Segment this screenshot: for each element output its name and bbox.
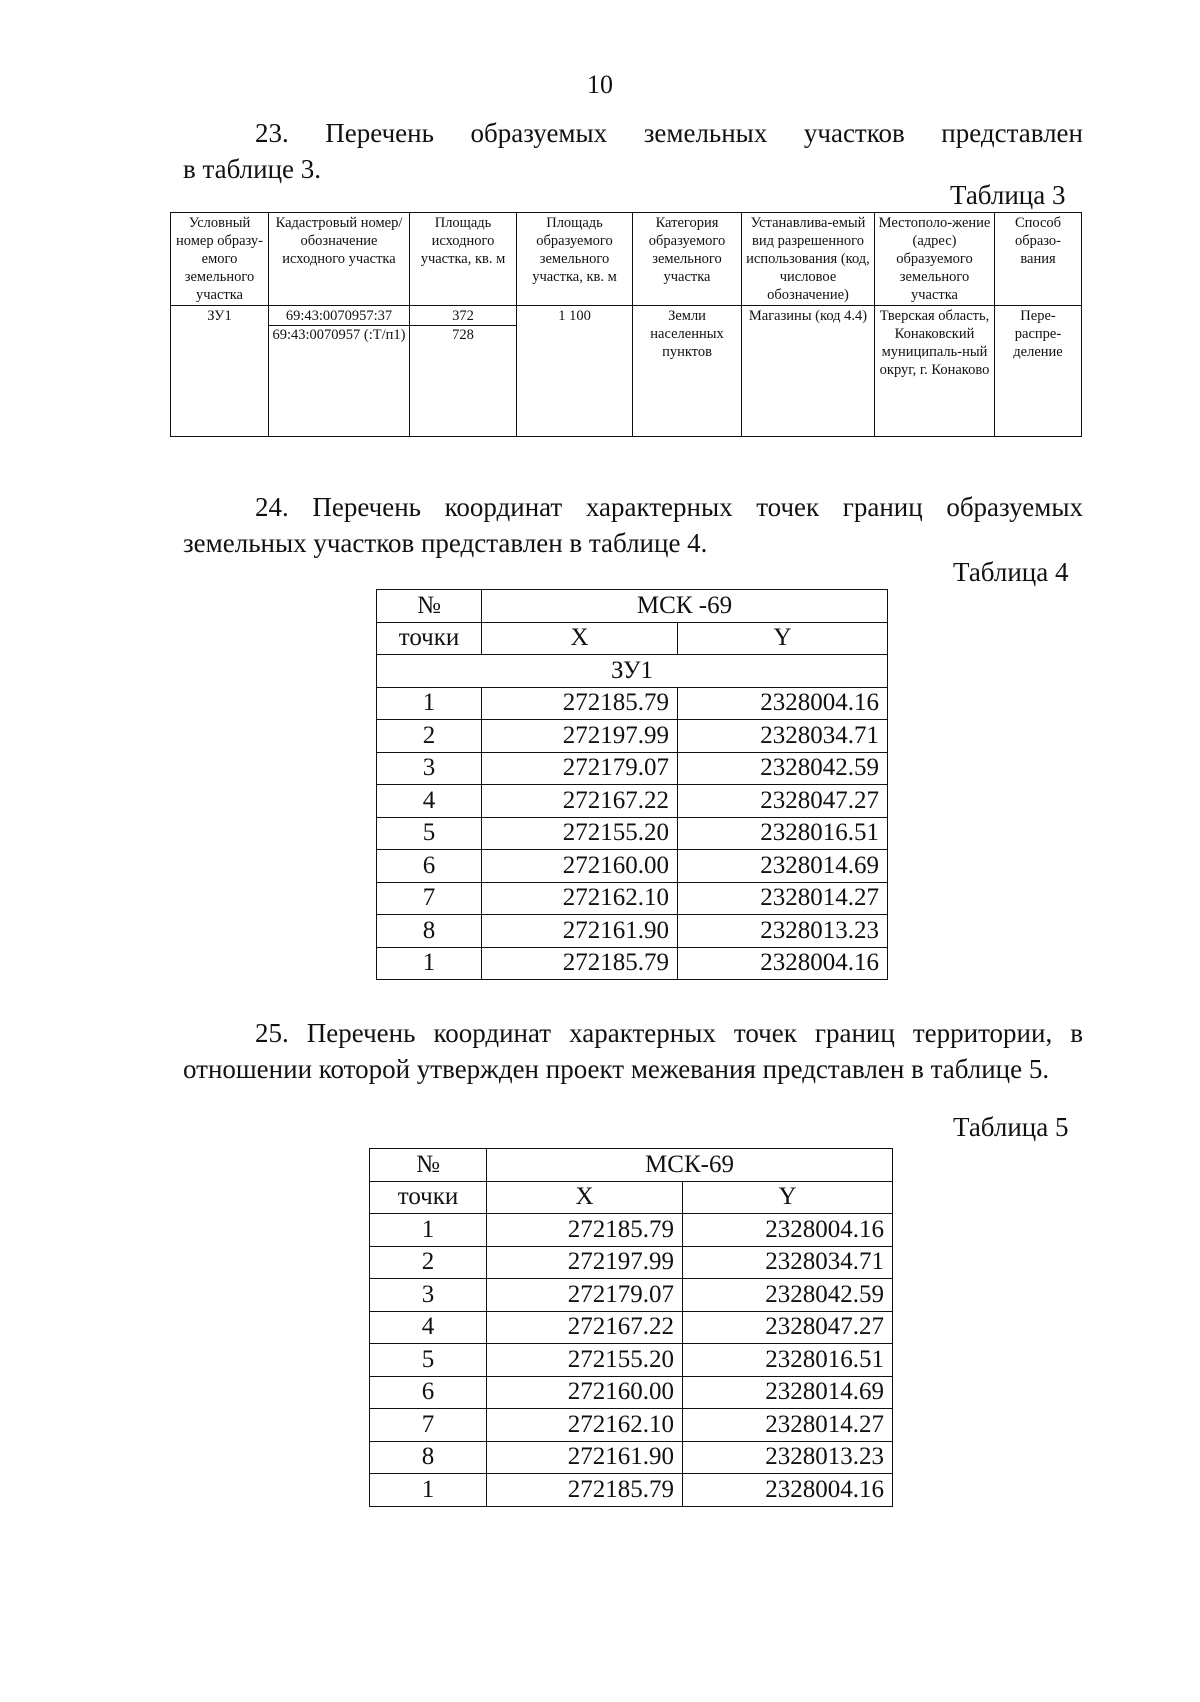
table-3-header-cell: Местополо-жение (адрес) образуемого земельного участка bbox=[875, 213, 995, 306]
point-number: 3 bbox=[370, 1279, 487, 1312]
point-number: 7 bbox=[377, 882, 482, 915]
table-5-caption: Таблица 5 bbox=[953, 1112, 1069, 1142]
table-row bbox=[370, 1246, 893, 1279]
paragraph-25-line-2: отношении которой утвержден проект межевания представлен в таблице 5. bbox=[183, 1054, 1050, 1084]
paragraph-23-line-1: 23. Перечень образуемых земельных участков представлен bbox=[255, 118, 1083, 148]
point-number: 1 bbox=[377, 687, 482, 720]
table-row bbox=[370, 1409, 893, 1442]
table-3-header-cell: Способ образо-вания bbox=[995, 213, 1082, 306]
coord-y: 2328014.27 bbox=[678, 882, 888, 915]
point-number: 3 bbox=[377, 752, 482, 785]
point-number: 8 bbox=[377, 915, 482, 948]
header-point: точки bbox=[370, 1181, 487, 1214]
coord-y: 2328042.59 bbox=[678, 752, 888, 785]
coord-x: 272185.79 bbox=[482, 687, 678, 720]
group-label: ЗУ1 bbox=[377, 655, 888, 688]
paragraph-24-line-1: 24. Перечень координат характерных точек границ образуемых bbox=[255, 492, 1083, 522]
point-number: 1 bbox=[370, 1214, 487, 1247]
header-point: точки bbox=[377, 622, 482, 655]
coord-y: 2328014.69 bbox=[678, 850, 888, 883]
header-x: X bbox=[487, 1181, 683, 1214]
paragraph-25-line-1: 25. Перечень координат характерных точек границ территории, в bbox=[255, 1018, 1083, 1048]
coord-y: 2328013.23 bbox=[683, 1441, 893, 1474]
point-number: 5 bbox=[377, 817, 482, 850]
table-row bbox=[370, 1311, 893, 1344]
coord-y: 2328004.16 bbox=[683, 1474, 893, 1507]
table-row bbox=[370, 1441, 893, 1474]
coord-y: 2328047.27 bbox=[683, 1311, 893, 1344]
coord-y: 2328034.71 bbox=[678, 720, 888, 753]
table-3-caption: Таблица 3 bbox=[950, 180, 1066, 210]
cadastral-number-1: 69:43:0070957:37 bbox=[285, 308, 393, 324]
table-3-header-cell: Устанавлива-емый вид разрешенного использования (код, числовое обозначение) bbox=[742, 213, 875, 306]
location: Тверская область, Конаковский муниципаль-ный округ, г. Конаково bbox=[875, 306, 995, 437]
point-number: 7 bbox=[370, 1409, 487, 1442]
table-row bbox=[377, 915, 888, 948]
header-no: № bbox=[377, 590, 482, 623]
table-3-header-row bbox=[171, 213, 1082, 306]
table-row bbox=[377, 720, 888, 753]
table-5-header-row bbox=[370, 1149, 893, 1182]
coord-x: 272160.00 bbox=[487, 1376, 683, 1409]
permitted-use: Магазины (код 4.4) bbox=[742, 306, 875, 437]
formation-method: Пере-распре-деление bbox=[995, 306, 1082, 437]
header-coordinate-system: МСК -69 bbox=[482, 590, 888, 623]
table-5-header-row bbox=[370, 1181, 893, 1214]
table-row bbox=[377, 850, 888, 883]
coord-y: 2328014.27 bbox=[683, 1409, 893, 1442]
table-row bbox=[377, 947, 888, 980]
table-4-header-row bbox=[377, 622, 888, 655]
coord-y: 2328042.59 bbox=[683, 1279, 893, 1312]
header-no: № bbox=[370, 1149, 487, 1182]
paragraph-23 bbox=[183, 115, 1083, 187]
coord-x: 272167.22 bbox=[482, 785, 678, 818]
coord-x: 272161.90 bbox=[482, 915, 678, 948]
coord-x: 272185.79 bbox=[487, 1474, 683, 1507]
coord-x: 272155.20 bbox=[482, 817, 678, 850]
point-number: 2 bbox=[370, 1246, 487, 1279]
table-row bbox=[377, 817, 888, 850]
header-y: Y bbox=[678, 622, 888, 655]
coord-y: 2328004.16 bbox=[678, 687, 888, 720]
point-number: 5 bbox=[370, 1344, 487, 1377]
paragraph-23-line-2: в таблице 3. bbox=[183, 154, 322, 184]
coord-x: 272162.10 bbox=[487, 1409, 683, 1442]
point-number: 6 bbox=[370, 1376, 487, 1409]
coord-x: 272197.99 bbox=[482, 720, 678, 753]
coord-y: 2328016.51 bbox=[683, 1344, 893, 1377]
coord-x: 272185.79 bbox=[482, 947, 678, 980]
point-number: 4 bbox=[370, 1311, 487, 1344]
header-x: X bbox=[482, 622, 678, 655]
cadastral-number-2: 69:43:0070957 (:Т/п1) bbox=[269, 325, 409, 344]
coord-y: 2328004.16 bbox=[678, 947, 888, 980]
point-number: 2 bbox=[377, 720, 482, 753]
table-5 bbox=[369, 1148, 893, 1507]
parcel-number: ЗУ1 bbox=[171, 306, 269, 437]
coord-x: 272160.00 bbox=[482, 850, 678, 883]
coord-y: 2328034.71 bbox=[683, 1246, 893, 1279]
paragraph-25 bbox=[183, 1015, 1083, 1087]
coord-x: 272185.79 bbox=[487, 1214, 683, 1247]
table-3-header-cell: Площадь образуемого земельного участка, кв. м bbox=[517, 213, 633, 306]
point-number: 1 bbox=[377, 947, 482, 980]
point-number: 1 bbox=[370, 1474, 487, 1507]
table-row bbox=[370, 1344, 893, 1377]
table-row bbox=[370, 1279, 893, 1312]
source-area-1: 372 bbox=[452, 308, 474, 324]
table-3-header-cell: Категория образуемого земельного участка bbox=[633, 213, 742, 306]
coord-x: 272161.90 bbox=[487, 1441, 683, 1474]
paragraph-24 bbox=[183, 489, 1083, 561]
coord-x: 272155.20 bbox=[487, 1344, 683, 1377]
table-4-group-row bbox=[377, 655, 888, 688]
table-row bbox=[377, 687, 888, 720]
cadastral-cell bbox=[269, 306, 410, 437]
paragraph-24-line-2: земельных участков представлен в таблице 4. bbox=[183, 528, 708, 558]
table-4-caption: Таблица 4 bbox=[953, 557, 1069, 587]
source-area-2: 728 bbox=[410, 325, 516, 344]
point-number: 8 bbox=[370, 1441, 487, 1474]
table-3-row bbox=[171, 306, 1082, 437]
table-row bbox=[377, 785, 888, 818]
point-number: 6 bbox=[377, 850, 482, 883]
coord-y: 2328047.27 bbox=[678, 785, 888, 818]
table-row bbox=[370, 1474, 893, 1507]
coord-y: 2328013.23 bbox=[678, 915, 888, 948]
coord-x: 272197.99 bbox=[487, 1246, 683, 1279]
table-4 bbox=[376, 589, 888, 980]
source-area-cell bbox=[410, 306, 517, 437]
table-3 bbox=[170, 212, 1082, 437]
table-3-header-cell: Площадь исходного участка, кв. м bbox=[410, 213, 517, 306]
coord-x: 272167.22 bbox=[487, 1311, 683, 1344]
table-4-header-row bbox=[377, 590, 888, 623]
coord-x: 272179.07 bbox=[487, 1279, 683, 1312]
page-number: 10 bbox=[587, 70, 613, 99]
header-coordinate-system: МСК-69 bbox=[487, 1149, 893, 1182]
table-row bbox=[377, 882, 888, 915]
coord-y: 2328004.16 bbox=[683, 1214, 893, 1247]
table-3-header-cell: Кадастровый номер/ обозначение исходного участка bbox=[269, 213, 410, 306]
coord-y: 2328016.51 bbox=[678, 817, 888, 850]
table-3-header-cell: Условный номер образу-емого земельного участка bbox=[171, 213, 269, 306]
new-area: 1 100 bbox=[517, 306, 633, 437]
coord-y: 2328014.69 bbox=[683, 1376, 893, 1409]
coord-x: 272162.10 bbox=[482, 882, 678, 915]
point-number: 4 bbox=[377, 785, 482, 818]
table-row bbox=[370, 1214, 893, 1247]
land-category: Земли населенных пунктов bbox=[633, 306, 742, 437]
table-row bbox=[377, 752, 888, 785]
header-y: Y bbox=[683, 1181, 893, 1214]
table-row bbox=[370, 1376, 893, 1409]
coord-x: 272179.07 bbox=[482, 752, 678, 785]
